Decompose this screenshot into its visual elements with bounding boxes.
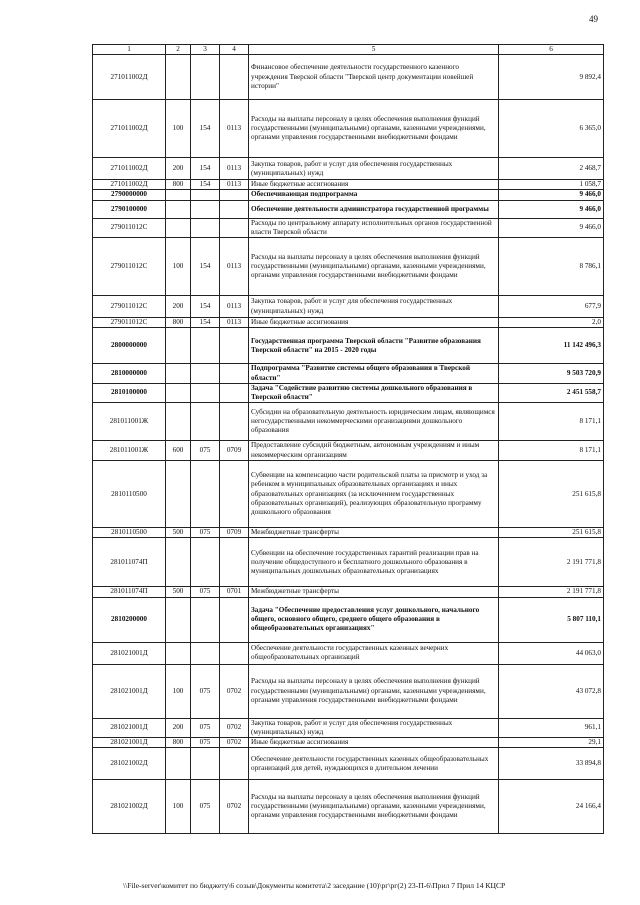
- table-row: [93, 318, 604, 328]
- cell-amount: 11 142 496,3: [499, 328, 604, 364]
- table-row: [93, 383, 604, 402]
- cell-code: 271011002Д: [93, 180, 166, 190]
- cell-col4: 0709: [220, 528, 249, 538]
- cell-amount: 8 171,1: [499, 403, 604, 441]
- table-row: [93, 328, 604, 364]
- cell-amount: 251 615,8: [499, 528, 604, 538]
- cell-col4: [220, 364, 249, 383]
- cell-col2: 100: [166, 238, 191, 296]
- cell-code: 281011001Ж: [93, 441, 166, 461]
- cell-description: Расходы по центральному аппарату исполнительных органов государственной власти Тверской области: [249, 218, 499, 237]
- page-number: 49: [589, 14, 598, 24]
- cell-col2: 200: [166, 296, 191, 318]
- cell-amount: 44 063,0: [499, 642, 604, 664]
- cell-col4: [220, 642, 249, 664]
- cell-code: 2810100000: [93, 383, 166, 402]
- cell-amount: 43 072,8: [499, 664, 604, 718]
- table-row: [93, 461, 604, 528]
- cell-col2: 800: [166, 318, 191, 328]
- cell-col4: [220, 461, 249, 528]
- cell-col3: 075: [191, 664, 220, 718]
- table-row: [93, 403, 604, 441]
- cell-description: Межбюджетные трансферты: [249, 587, 499, 597]
- cell-description: Расходы на выплаты персоналу в целях обеспечения выполнения функций государственными (муниципальными) органами, казенными учреждениями, органами управления государственными внебюджетными фондами: [249, 780, 499, 834]
- cell-amount: 2 191 771,8: [499, 538, 604, 587]
- cell-code: 281011074П: [93, 538, 166, 587]
- cell-col3: [191, 55, 220, 100]
- cell-description: Финансовое обеспечение деятельности государственного казенного учреждения Тверской области "Тверской центр документации новейшей истории": [249, 55, 499, 100]
- cell-description: Иные бюджетные ассигнования: [249, 318, 499, 328]
- cell-amount: 29,1: [499, 738, 604, 748]
- cell-code: 2810000000: [93, 364, 166, 383]
- cell-code: 279011012С: [93, 238, 166, 296]
- cell-col4: 0701: [220, 587, 249, 597]
- table-row: [93, 55, 604, 100]
- cell-col3: 075: [191, 587, 220, 597]
- cell-col3: 075: [191, 528, 220, 538]
- cell-amount: 6 365,0: [499, 100, 604, 158]
- cell-code: 2810110500: [93, 461, 166, 528]
- table-row: [93, 100, 604, 158]
- cell-amount: 2,0: [499, 318, 604, 328]
- cell-col3: 075: [191, 718, 220, 737]
- column-header-5: 5: [249, 45, 499, 55]
- cell-col3: 154: [191, 318, 220, 328]
- cell-code: 281021002Д: [93, 748, 166, 780]
- cell-col4: 0702: [220, 664, 249, 718]
- budget-table: [92, 44, 604, 834]
- cell-col3: [191, 403, 220, 441]
- cell-description: Субвенции на компенсацию части родительской платы за присмотр и уход за ребенком в муниципальных образовательных организациях и иных образовательных организациях (за исключением государственных образовательных организаций), реализующих образовательную программу дошкольного образования: [249, 461, 499, 528]
- cell-amount: 677,9: [499, 296, 604, 318]
- cell-col4: [220, 538, 249, 587]
- table-header-row: [93, 45, 604, 55]
- table-row: [93, 780, 604, 834]
- cell-description: Субсидии на образовательную деятельность юридическим лицам, являющимся негосударственными некоммерческими организациями дошкольного образования: [249, 403, 499, 441]
- cell-col4: [220, 383, 249, 402]
- cell-amount: 8 171,1: [499, 441, 604, 461]
- cell-code: 2800000000: [93, 328, 166, 364]
- cell-col3: [191, 642, 220, 664]
- cell-col4: [220, 597, 249, 642]
- cell-col4: [220, 328, 249, 364]
- cell-col4: 0113: [220, 318, 249, 328]
- cell-col2: [166, 218, 191, 237]
- cell-amount: 9 892,4: [499, 55, 604, 100]
- cell-amount: 9 503 720,9: [499, 364, 604, 383]
- column-header-1: 1: [93, 45, 166, 55]
- cell-col4: 0702: [220, 738, 249, 748]
- table-row: [93, 296, 604, 318]
- cell-description: Обеспечение деятельности государственных казенных общеобразовательных организаций для детей, нуждающихся в длительном лечении: [249, 748, 499, 780]
- cell-col2: [166, 748, 191, 780]
- cell-col2: [166, 328, 191, 364]
- table-row: [93, 158, 604, 180]
- column-header-2: 2: [166, 45, 191, 55]
- cell-amount: 9 466,0: [499, 200, 604, 218]
- cell-amount: 8 786,1: [499, 238, 604, 296]
- cell-description: Расходы на выплаты персоналу в целях обеспечения выполнения функций государственными (муниципальными) органами, казенными учреждениями, органами управления государственными внебюджетными фондами: [249, 100, 499, 158]
- cell-description: Иные бюджетные ассигнования: [249, 738, 499, 748]
- cell-col3: [191, 328, 220, 364]
- cell-col4: 0702: [220, 780, 249, 834]
- cell-col2: 200: [166, 718, 191, 737]
- table-row: [93, 748, 604, 780]
- cell-code: 279011012С: [93, 318, 166, 328]
- table-row: [93, 718, 604, 737]
- cell-description: Государственная программа Тверской области "Развитие образования Тверской области" на 2015 - 2020 годы: [249, 328, 499, 364]
- cell-col4: 0113: [220, 158, 249, 180]
- table-row: [93, 190, 604, 200]
- cell-amount: 961,1: [499, 718, 604, 737]
- cell-col2: [166, 190, 191, 200]
- cell-col3: [191, 597, 220, 642]
- cell-col3: 154: [191, 238, 220, 296]
- cell-col3: 075: [191, 780, 220, 834]
- cell-col2: [166, 403, 191, 441]
- cell-amount: 9 466,0: [499, 190, 604, 200]
- file-path-footer: \\File-server\комитет по бюджету\6 созыв\Документы комитета\2 заседание (10)\рг\рг(2) 23-П-6\Прил 7 Прил 14 КЦСР: [123, 881, 506, 890]
- cell-code: 271011002Д: [93, 55, 166, 100]
- cell-code: 281021001Д: [93, 642, 166, 664]
- cell-col4: 0113: [220, 100, 249, 158]
- cell-code: 2810110500: [93, 528, 166, 538]
- column-header-3: 3: [191, 45, 220, 55]
- table-row: [93, 587, 604, 597]
- cell-col2: 100: [166, 664, 191, 718]
- cell-col2: [166, 364, 191, 383]
- cell-col3: [191, 218, 220, 237]
- table-row: [93, 180, 604, 190]
- cell-code: 279011012С: [93, 218, 166, 237]
- cell-code: 281021002Д: [93, 780, 166, 834]
- cell-code: 271011002Д: [93, 100, 166, 158]
- table-row: [93, 597, 604, 642]
- cell-col2: [166, 538, 191, 587]
- cell-col4: [220, 403, 249, 441]
- cell-description: Закупка товаров, работ и услуг для обеспечения государственных (муниципальных) нужд: [249, 718, 499, 737]
- cell-amount: 2 191 771,8: [499, 587, 604, 597]
- cell-col3: [191, 190, 220, 200]
- cell-col3: [191, 461, 220, 528]
- cell-description: Расходы на выплаты персоналу в целях обеспечения выполнения функций государственными (муниципальными) органами, казенными учреждениями, органами управления государственными внебюджетными фондами: [249, 664, 499, 718]
- cell-amount: 1 058,7: [499, 180, 604, 190]
- column-header-6: 6: [499, 45, 604, 55]
- table-row: [93, 238, 604, 296]
- table-row: [93, 441, 604, 461]
- cell-col4: 0113: [220, 238, 249, 296]
- cell-description: Подпрограмма "Развитие системы общего образования в Тверской области": [249, 364, 499, 383]
- cell-col3: 075: [191, 738, 220, 748]
- cell-amount: 2 451 558,7: [499, 383, 604, 402]
- cell-amount: 9 466,0: [499, 218, 604, 237]
- cell-col2: 100: [166, 780, 191, 834]
- cell-col2: [166, 642, 191, 664]
- cell-col4: [220, 218, 249, 237]
- cell-code: 281021001Д: [93, 664, 166, 718]
- cell-code: 281011074П: [93, 587, 166, 597]
- cell-description: Задача "Обеспечение предоставления услуг дошкольного, начального общего, основного общего, среднего общего образования в общеобразовательных организациях": [249, 597, 499, 642]
- cell-description: Закупка товаров, работ и услуг для обеспечения государственных (муниципальных) нужд: [249, 296, 499, 318]
- column-header-4: 4: [220, 45, 249, 55]
- cell-col4: [220, 55, 249, 100]
- cell-col3: [191, 748, 220, 780]
- cell-col4: [220, 200, 249, 218]
- cell-col4: 0113: [220, 180, 249, 190]
- cell-description: Закупка товаров, работ и услуг для обеспечения государственных (муниципальных) нужд: [249, 158, 499, 180]
- cell-col3: 154: [191, 158, 220, 180]
- cell-col2: 100: [166, 100, 191, 158]
- cell-col2: 500: [166, 587, 191, 597]
- cell-amount: 251 615,8: [499, 461, 604, 528]
- table-row: [93, 528, 604, 538]
- cell-col2: [166, 383, 191, 402]
- cell-code: 281021001Д: [93, 718, 166, 737]
- cell-code: 281011001Ж: [93, 403, 166, 441]
- table-row: [93, 738, 604, 748]
- table-body: [93, 55, 604, 834]
- table-row: [93, 218, 604, 237]
- cell-code: 281021001Д: [93, 738, 166, 748]
- cell-col3: [191, 200, 220, 218]
- table-row: [93, 538, 604, 587]
- cell-col2: [166, 461, 191, 528]
- cell-col3: [191, 383, 220, 402]
- cell-description: Предоставление субсидий бюджетным, автономным учреждениям и иным некоммерческим организациям: [249, 441, 499, 461]
- cell-code: 271011002Д: [93, 158, 166, 180]
- cell-col2: [166, 597, 191, 642]
- cell-col2: 800: [166, 180, 191, 190]
- table-row: [93, 642, 604, 664]
- cell-amount: 5 807 110,1: [499, 597, 604, 642]
- cell-col4: [220, 748, 249, 780]
- cell-description: Обеспечивающая подпрограмма: [249, 190, 499, 200]
- cell-code: 2790000000: [93, 190, 166, 200]
- cell-col4: 0709: [220, 441, 249, 461]
- table-row: [93, 364, 604, 383]
- cell-col3: [191, 364, 220, 383]
- cell-description: Обеспечение деятельности государственных казенных вечерних общеобразовательных организаций: [249, 642, 499, 664]
- cell-description: Расходы на выплаты персоналу в целях обеспечения выполнения функций государственными (муниципальными) органами, казенными учреждениями, органами управления государственными внебюджетными фондами: [249, 238, 499, 296]
- cell-col3: 154: [191, 100, 220, 158]
- cell-col4: 0113: [220, 296, 249, 318]
- cell-col2: 600: [166, 441, 191, 461]
- cell-code: 2790100000: [93, 200, 166, 218]
- cell-amount: 33 894,8: [499, 748, 604, 780]
- cell-description: Субвенции на обеспечение государственных гарантий реализации прав на получение общедоступного и бесплатного дошкольного образования в муниципальных дошкольных образовательных организациях: [249, 538, 499, 587]
- cell-col2: [166, 55, 191, 100]
- cell-col2: 200: [166, 158, 191, 180]
- cell-col3: 154: [191, 180, 220, 190]
- cell-col2: [166, 200, 191, 218]
- cell-description: Задача "Содействие развитию системы дошкольного образования в Тверской области": [249, 383, 499, 402]
- cell-col2: 800: [166, 738, 191, 748]
- table-row: [93, 664, 604, 718]
- cell-col3: 075: [191, 441, 220, 461]
- table-row: [93, 200, 604, 218]
- cell-description: Обеспечение деятельности администратора государственной программы: [249, 200, 499, 218]
- cell-amount: 24 166,4: [499, 780, 604, 834]
- cell-description: Межбюджетные трансферты: [249, 528, 499, 538]
- cell-code: 279011012С: [93, 296, 166, 318]
- cell-col4: [220, 190, 249, 200]
- cell-col3: 154: [191, 296, 220, 318]
- cell-description: Иные бюджетные ассигнования: [249, 180, 499, 190]
- cell-col4: 0702: [220, 718, 249, 737]
- cell-amount: 2 468,7: [499, 158, 604, 180]
- cell-col3: [191, 538, 220, 587]
- cell-code: 2810200000: [93, 597, 166, 642]
- cell-col2: 500: [166, 528, 191, 538]
